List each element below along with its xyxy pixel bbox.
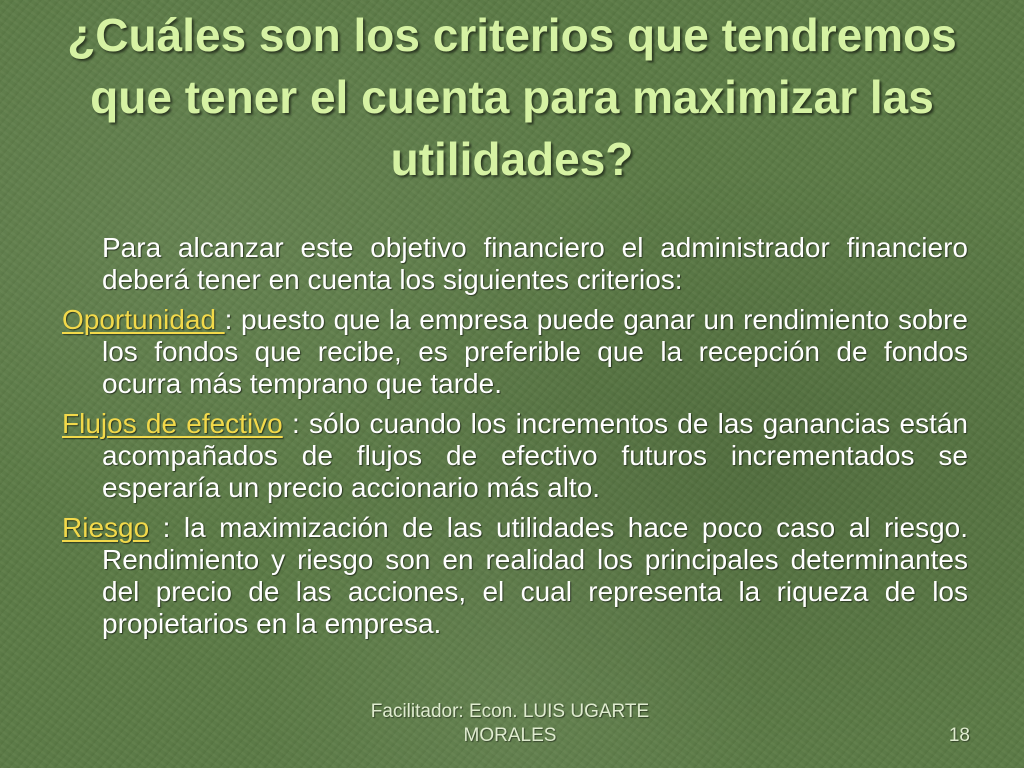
criterion-term-oportunidad: Oportunidad <box>62 304 225 335</box>
slide-page-number: 18 <box>948 725 970 746</box>
slide-title: ¿Cuáles son los criterios que tendremos que tener el cuenta para maximizar las utilidades? <box>67 9 957 185</box>
intro-paragraph: Para alcanzar este objetivo financiero el administrador financiero deberá tener en cuenta los siguientes criterios: <box>102 232 968 295</box>
footer-facilitator: Facilitador: Econ. LUIS UGARTE MORALES <box>370 701 650 746</box>
slide-body <box>62 232 968 648</box>
criterion-term-flujos-de-efectivo: Flujos de efectivo <box>62 408 283 439</box>
criterion-text-riesgo: : la maximización de las utilidades hace poco caso al riesgo. Rendimiento y riesgo son en realidad los principales determinantes del precio de las acciones, el cual representa la riqueza de los propietarios en la empresa. <box>102 512 968 639</box>
criterion-flujos-de-efectivo <box>62 408 968 504</box>
criterion-oportunidad <box>62 304 968 400</box>
criterion-riesgo <box>62 512 968 640</box>
criterion-text-oportunidad: : puesto que la empresa puede ganar un rendimiento sobre los fondos que recibe, es preferible que la recepción de fondos ocurra más temprano que tarde. <box>102 304 968 399</box>
criterion-term-riesgo: Riesgo <box>62 512 150 543</box>
criterion-text-flujos-de-efectivo: : sólo cuando los incrementos de las ganancias están acompañados de flujos de efectivo futuros incrementados se esperaría un precio accionario más alto. <box>102 408 968 503</box>
